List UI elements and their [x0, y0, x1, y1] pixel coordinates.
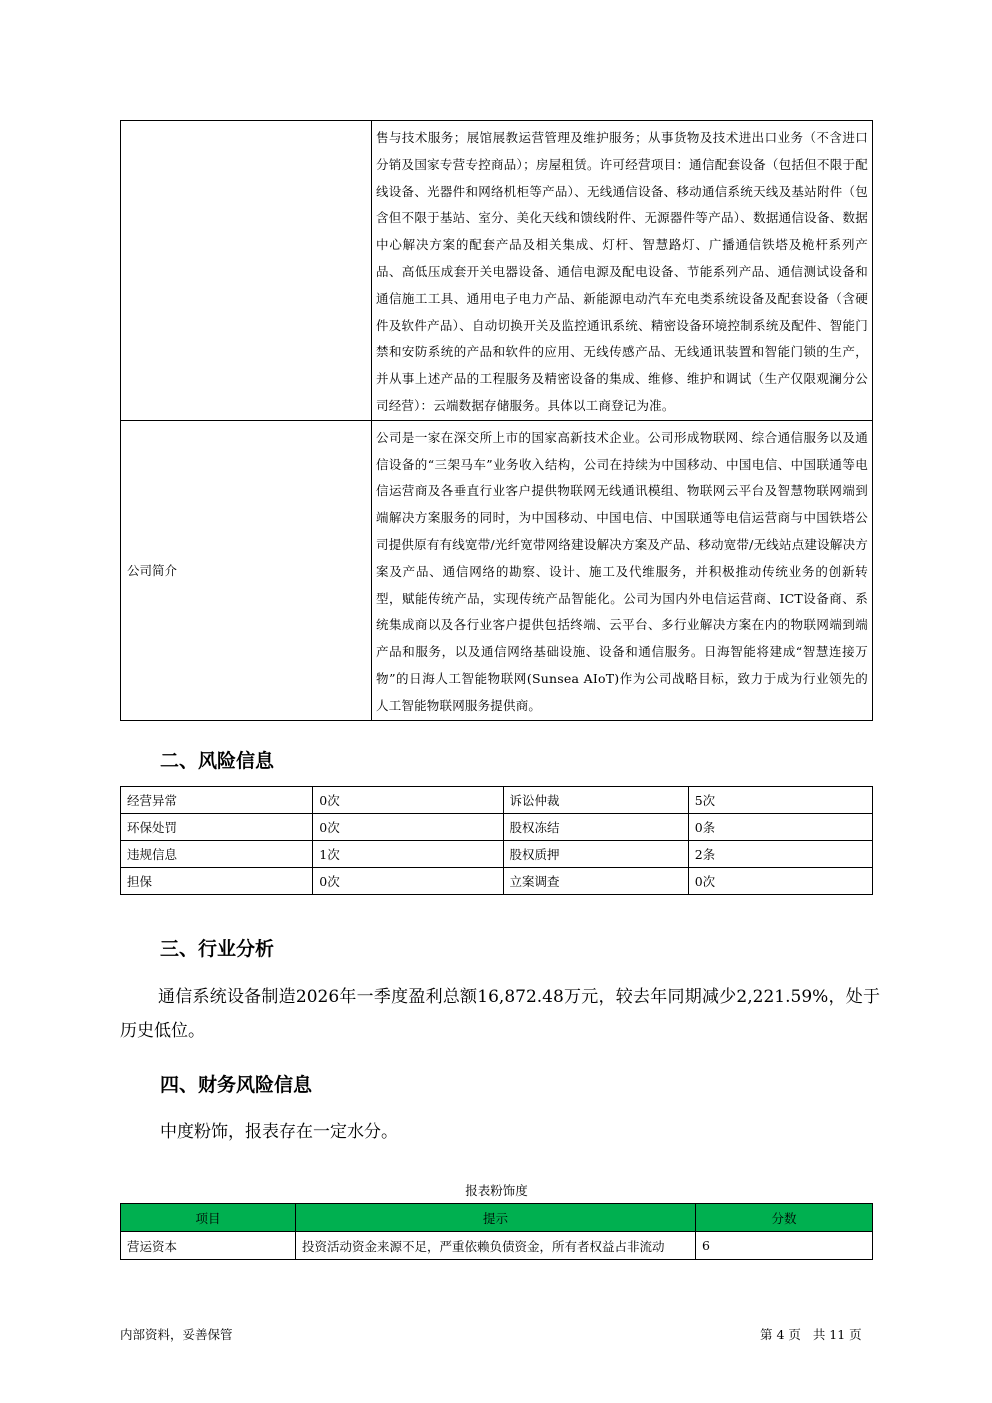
- company-profile-table: [120, 120, 873, 721]
- industry-analysis-text: 通信系统设备制造2026年一季度盈利总额16,872.48万元，较去年同期减少2,221.59%，处于历史低位。: [120, 987, 880, 1041]
- table-cell: 立案调查: [503, 868, 688, 895]
- column-header-item: 项目: [121, 1204, 296, 1232]
- table-cell: 5次: [688, 787, 872, 814]
- table-cell: 经营异常: [121, 787, 313, 814]
- table-header-row: [121, 1204, 873, 1232]
- table-row: [121, 868, 873, 895]
- table-cell: 0次: [313, 787, 503, 814]
- company-intro-text: 公司是一家在深交所上市的国家高新技术企业。公司形成物联网、综合通信服务以及通信设备的“三架马车”业务收入结构，公司在持续为中国移动、中国电信、中国联通等电信运营商及各垂直行业客户提供物联网无线通讯模组、物联网云平台及智慧物联网端到端解决方案服务的同时，为中国移动、中国电信、中国联通等电信运营商与中国铁塔公司提供原有有线宽带/光纤宽带网络建设解决方案及产品、移动宽带/无线站点建设解决方案及产品、通信网络的勘察、设计、施工及代维服务，并积极推动传统业务的创新转型，赋能传统产品，实现传统产品智能化。公司为国内外电信运营商、ICT设备商、系统集成商以及各行业客户提供包括终端、云平台、多行业解决方案在内的物联网端到端产品和服务，以及通信网络基础设施、设备和通信服务。日海智能将建成“智慧连接万物”的日海人工智能物联网(Sunsea AIoT)作为公司战略目标，致力于成为行业领先的人工智能物联网服务提供商。: [372, 420, 873, 720]
- finance-risk-text: 中度粉饰，报表存在一定水分。: [160, 1122, 398, 1142]
- table-row: [121, 420, 873, 720]
- company-intro-label: 公司简介: [121, 420, 372, 720]
- footer-page-number: 第 4 页 共 11 页: [760, 1327, 862, 1342]
- table-row: [121, 121, 873, 421]
- report-table-caption: 报表粉饰度: [465, 1183, 528, 1198]
- finance-section-title: 四、财务风险信息: [160, 1074, 313, 1096]
- table-row: [121, 1232, 873, 1260]
- table-row: [121, 814, 873, 841]
- table-cell: 6: [696, 1232, 873, 1260]
- report-whitewash-table: [120, 1203, 873, 1260]
- column-header-hint: 提示: [296, 1204, 696, 1232]
- table-cell: 股权质押: [503, 841, 688, 868]
- table-cell: 股权冻结: [503, 814, 688, 841]
- table-cell: 0次: [313, 814, 503, 841]
- table-cell: 0次: [313, 868, 503, 895]
- table-cell: 诉讼仲裁: [503, 787, 688, 814]
- table-cell: 环保处罚: [121, 814, 313, 841]
- table-row: [121, 787, 873, 814]
- risk-info-table: [120, 786, 873, 895]
- table-cell: 担保: [121, 868, 313, 895]
- table-cell: 1次: [313, 841, 503, 868]
- business-scope-text: 售与技术服务；展馆展教运营管理及维护服务；从事货物及技术进出口业务（不含进口分销及国家专营专控商品）；房屋租赁。许可经营项目：通信配套设备（包括但不限于配线设备、光器件和网络机柜等产品）、无线通信设备、移动通信系统天线及基站附件（包含但不限于基站、室分、美化天线和馈线附件、无源器件等产品）、数据通信设备、数据中心解决方案的配套产品及相关集成、灯杆、智慧路灯、广播通信铁塔及桅杆系列产品、高低压成套开关电器设备、通信电源及配电设备、节能系列产品、通信测试设备和通信施工工具、通用电子电力产品、新能源电动汽车充电类系统设备及配套设备（含硬件及软件产品）、自动切换开关及监控通讯系统、精密设备环境控制系统及配件、智能门禁和安防系统的产品和软件的应用、无线传感产品、无线通讯装置和智能门锁的生产，并从事上述产品的工程服务及精密设备的集成、维修、维护和调试（生产仅限观澜分公司经营）：云端数据存储服务。具体以工商登记为准。: [372, 121, 873, 421]
- table-cell: 2条: [688, 841, 872, 868]
- column-header-score: 分数: [696, 1204, 873, 1232]
- risk-section-title: 二、风险信息: [160, 750, 275, 772]
- footer-confidential-note: 内部资料，妥善保管: [120, 1327, 233, 1342]
- table-cell: 0次: [688, 868, 872, 895]
- table-cell: 违规信息: [121, 841, 313, 868]
- table-cell: 0条: [688, 814, 872, 841]
- business-scope-label: [121, 121, 372, 421]
- table-cell: 投资活动资金来源不足，严重依赖负债资金，所有者权益占非流动: [296, 1232, 696, 1260]
- table-row: [121, 841, 873, 868]
- industry-section-title: 三、行业分析: [160, 938, 275, 960]
- table-cell: 营运资本: [121, 1232, 296, 1260]
